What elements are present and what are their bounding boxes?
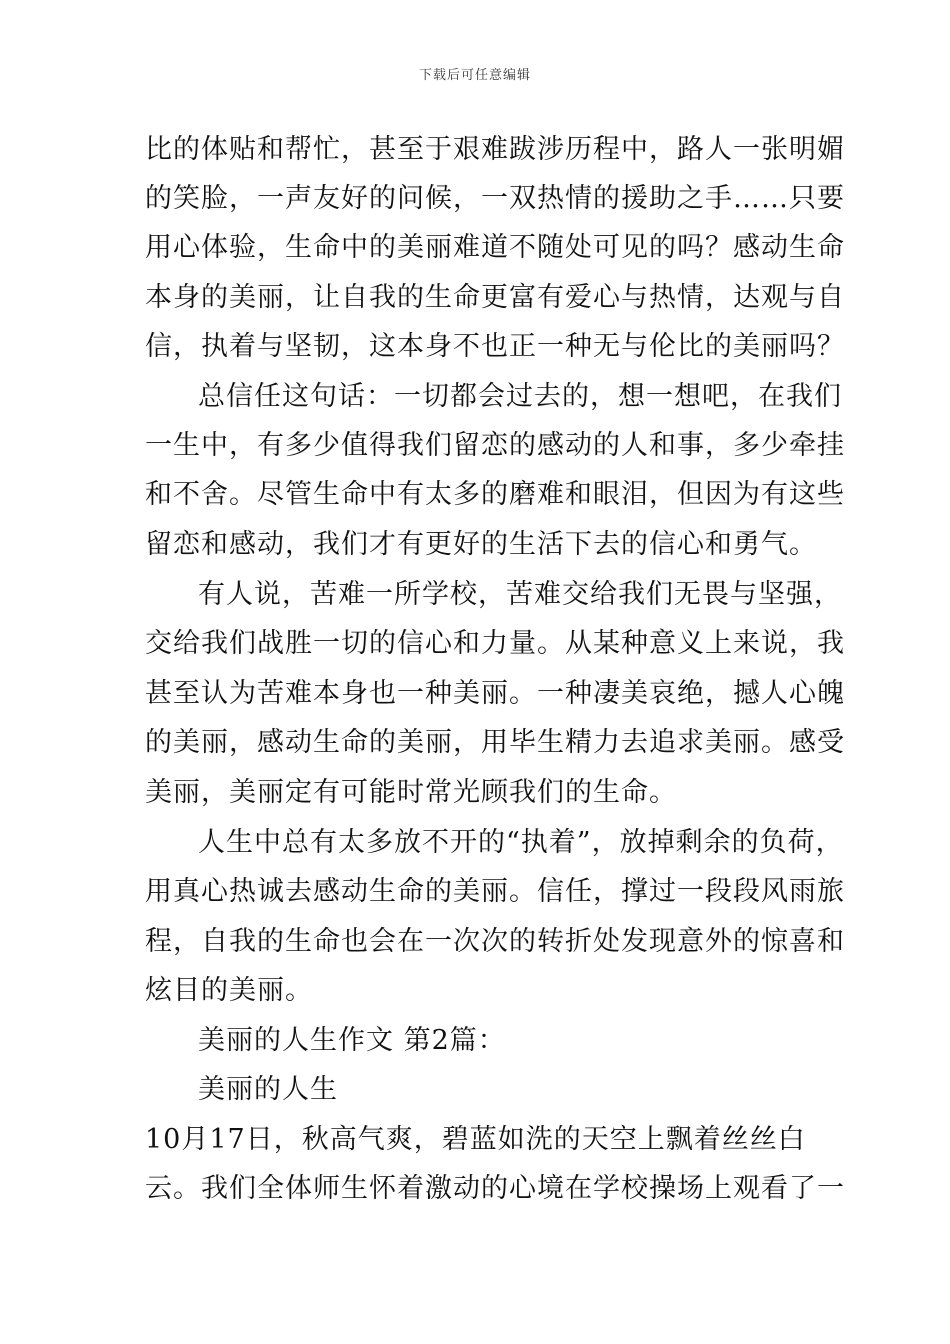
body-line: 信，执着与坚韧，这本身不也正一种无与伦比的美丽吗？ — [145, 331, 845, 362]
body-line: 本身的美丽，让自我的生命更富有爱心与热情，达观与自 — [145, 282, 845, 313]
body-line: 的笑脸，一声友好的问候，一双热情的援助之手……只要 — [145, 183, 845, 214]
body-line: 交给我们战胜一切的信心和力量。从某种意义上来说，我 — [145, 628, 845, 659]
body-line: 和不舍。尽管生命中有太多的磨难和眼泪，但因为有这些 — [145, 479, 845, 510]
page-header: 下载后可任意编辑 — [418, 68, 531, 83]
body-line: 10月17日，秋高气爽，碧蓝如洗的天空上飘着丝丝白 — [145, 1124, 806, 1155]
body-line: 程，自我的生命也会在一次次的转折处发现意外的惊喜和 — [145, 926, 845, 957]
paragraph-first-line: 总信任这句话：一切都会过去的，想一想吧，在我们 — [198, 381, 842, 412]
body-line: 留恋和感动，我们才有更好的生活下去的信心和勇气。 — [145, 529, 817, 560]
paragraph-first-line: 人生中总有太多放不开的“执着”，放掉剩余的负荷， — [198, 827, 844, 858]
body-line: 比的体贴和帮忙，甚至于艰难跋涉历程中，路人一张明媚 — [145, 134, 845, 165]
body-line: 用心体验，生命中的美丽难道不随处可见的吗？感动生命 — [145, 232, 845, 263]
body-line: 美丽，美丽定有可能时常光顾我们的生命。 — [145, 777, 677, 808]
body-line: 的美丽，感动生命的美丽，用毕生精力去追求美丽。感受 — [145, 727, 845, 758]
essay-title: 美丽的人生 — [198, 1074, 338, 1105]
paragraph-first-line: 有人说，苦难一所学校，苦难交给我们无畏与坚强， — [198, 579, 842, 610]
section-heading: 美丽的人生作文 第2篇： — [198, 1025, 506, 1056]
body-line: 云。我们全体师生怀着激动的心境在学校操场上观看了一 — [145, 1173, 845, 1204]
body-line: 一生中，有多少值得我们留恋的感动的人和事，多少牵挂 — [145, 430, 845, 461]
body-line: 炫目的美丽。 — [145, 975, 313, 1006]
body-line: 甚至认为苦难本身也一种美丽。一种凄美哀绝，撼人心魄 — [145, 678, 845, 709]
body-line: 用真心热诚去感动生命的美丽。信任，撑过一段段风雨旅 — [145, 876, 845, 907]
